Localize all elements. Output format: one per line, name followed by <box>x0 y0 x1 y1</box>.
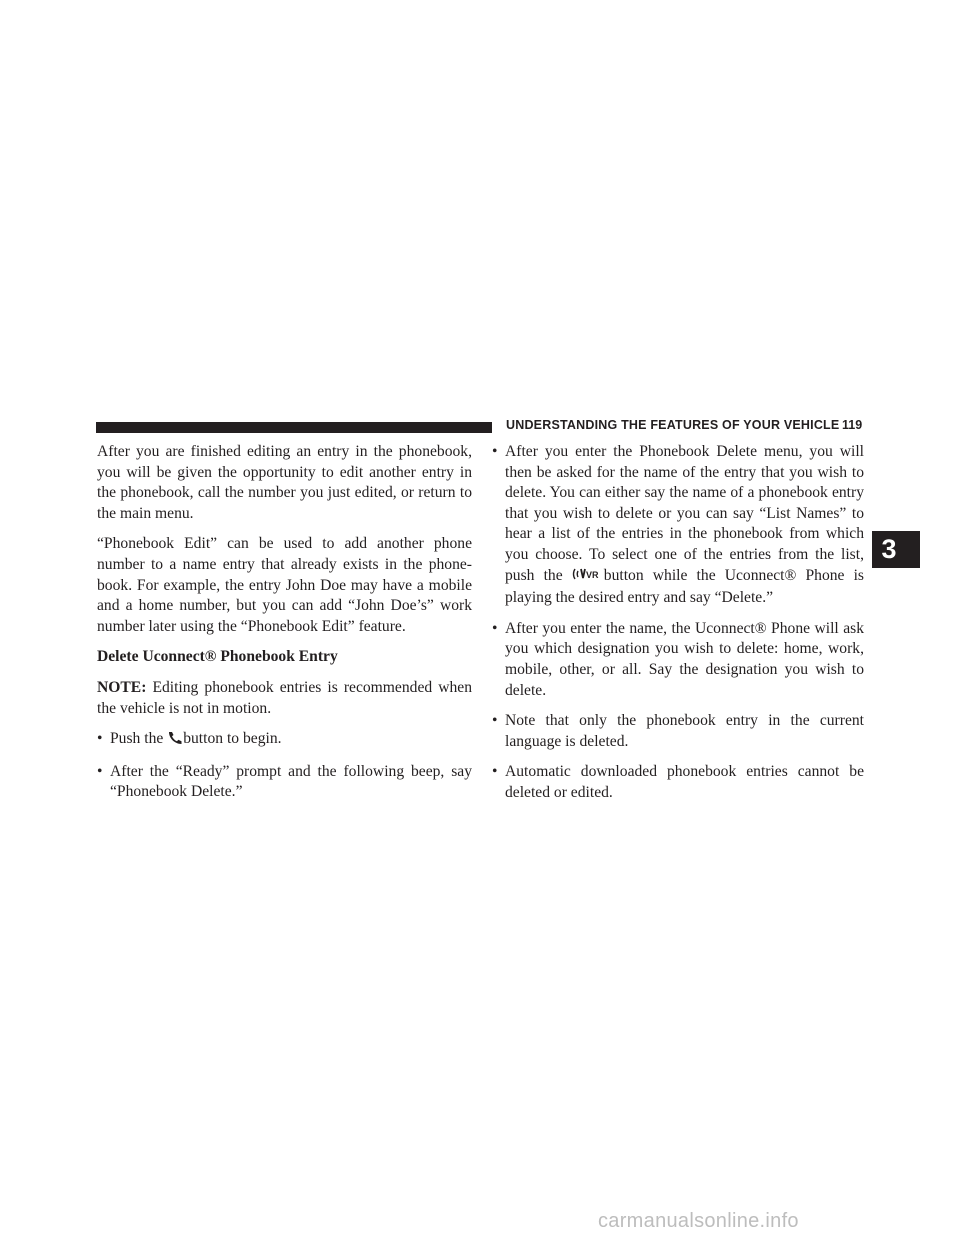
svg-text:VR: VR <box>585 569 599 580</box>
watermark: carmanualsonline.info <box>598 1210 799 1232</box>
paragraph-after-editing: After you are finished editing an entry in the phonebook, you will be given the opportunity to edit another entry in the phonebook, call the number you just edited, or return to the main menu. <box>97 443 472 522</box>
bullet-dot: • <box>97 730 103 748</box>
bullet-dot: • <box>492 443 498 460</box>
phone-icon <box>167 731 183 752</box>
bullet-text-pre: After you enter the Phonebook Delete menu, you will then be asked for the name of the entry that you wish to delete. You can either say the name of a phonebook entry that you wish to delete or you can say “List Names” to hear a list of the entries in the phonebook from which you choose. To select one of the entries from the list, push the <box>505 443 864 584</box>
section-header-title: UNDERSTANDING THE FEATURES OF YOUR VEHICLE <box>506 418 840 432</box>
bullet-text: Note that only the phonebook entry in the current language is deleted. <box>505 712 864 750</box>
list-item <box>97 729 472 752</box>
right-column <box>492 442 864 814</box>
note-label: NOTE: <box>97 678 147 696</box>
bullet-dot: • <box>492 619 498 637</box>
header-rule <box>96 422 492 433</box>
list-item <box>492 711 864 752</box>
bullet-dot: • <box>97 762 103 780</box>
list-item <box>492 442 864 609</box>
left-column <box>97 442 472 813</box>
list-item <box>97 762 472 803</box>
bullet-text: After you enter the name, the Uconnect® Phone will ask you which designation you wish to delete: home, work, mobile, other, or all. Say the designation you wish to delete. <box>505 619 864 699</box>
bullet-dot: • <box>492 763 498 781</box>
bullet-text-post: button to begin. <box>183 730 282 748</box>
bullet-text: After the “Ready” prompt and the following beep, say “Phonebook Delete.” <box>110 762 472 801</box>
paragraph-phonebook-edit: “Phonebook Edit” can be used to add another phone number to a name entry that already exists in the phone- book. For example, the entry John Doe may have a mobile and a home number, but you can add “John Doe’s” work number later using the “Phonebook Edit” feature. <box>97 535 472 635</box>
bullet-text-pre: Push the <box>110 730 164 748</box>
page-number: 119 <box>842 418 863 432</box>
voice-command-icon <box>572 566 604 589</box>
list-item <box>492 762 864 803</box>
bullet-text: Automatic downloaded phonebook entries cannot be deleted or edited. <box>505 763 864 801</box>
section-heading: Delete Uconnect® Phonebook Entry <box>97 648 338 666</box>
list-item <box>492 619 864 701</box>
chapter-tab: 3 <box>872 531 920 568</box>
bullet-dot: • <box>492 712 498 730</box>
bullet-text-post: button while the Uconnect® Phone is playing the desired entry and say “Delete.” <box>505 566 864 607</box>
note-paragraph <box>97 678 472 719</box>
note-text: Editing phonebook entries is recommended when the vehicle is not in motion. <box>97 678 472 717</box>
